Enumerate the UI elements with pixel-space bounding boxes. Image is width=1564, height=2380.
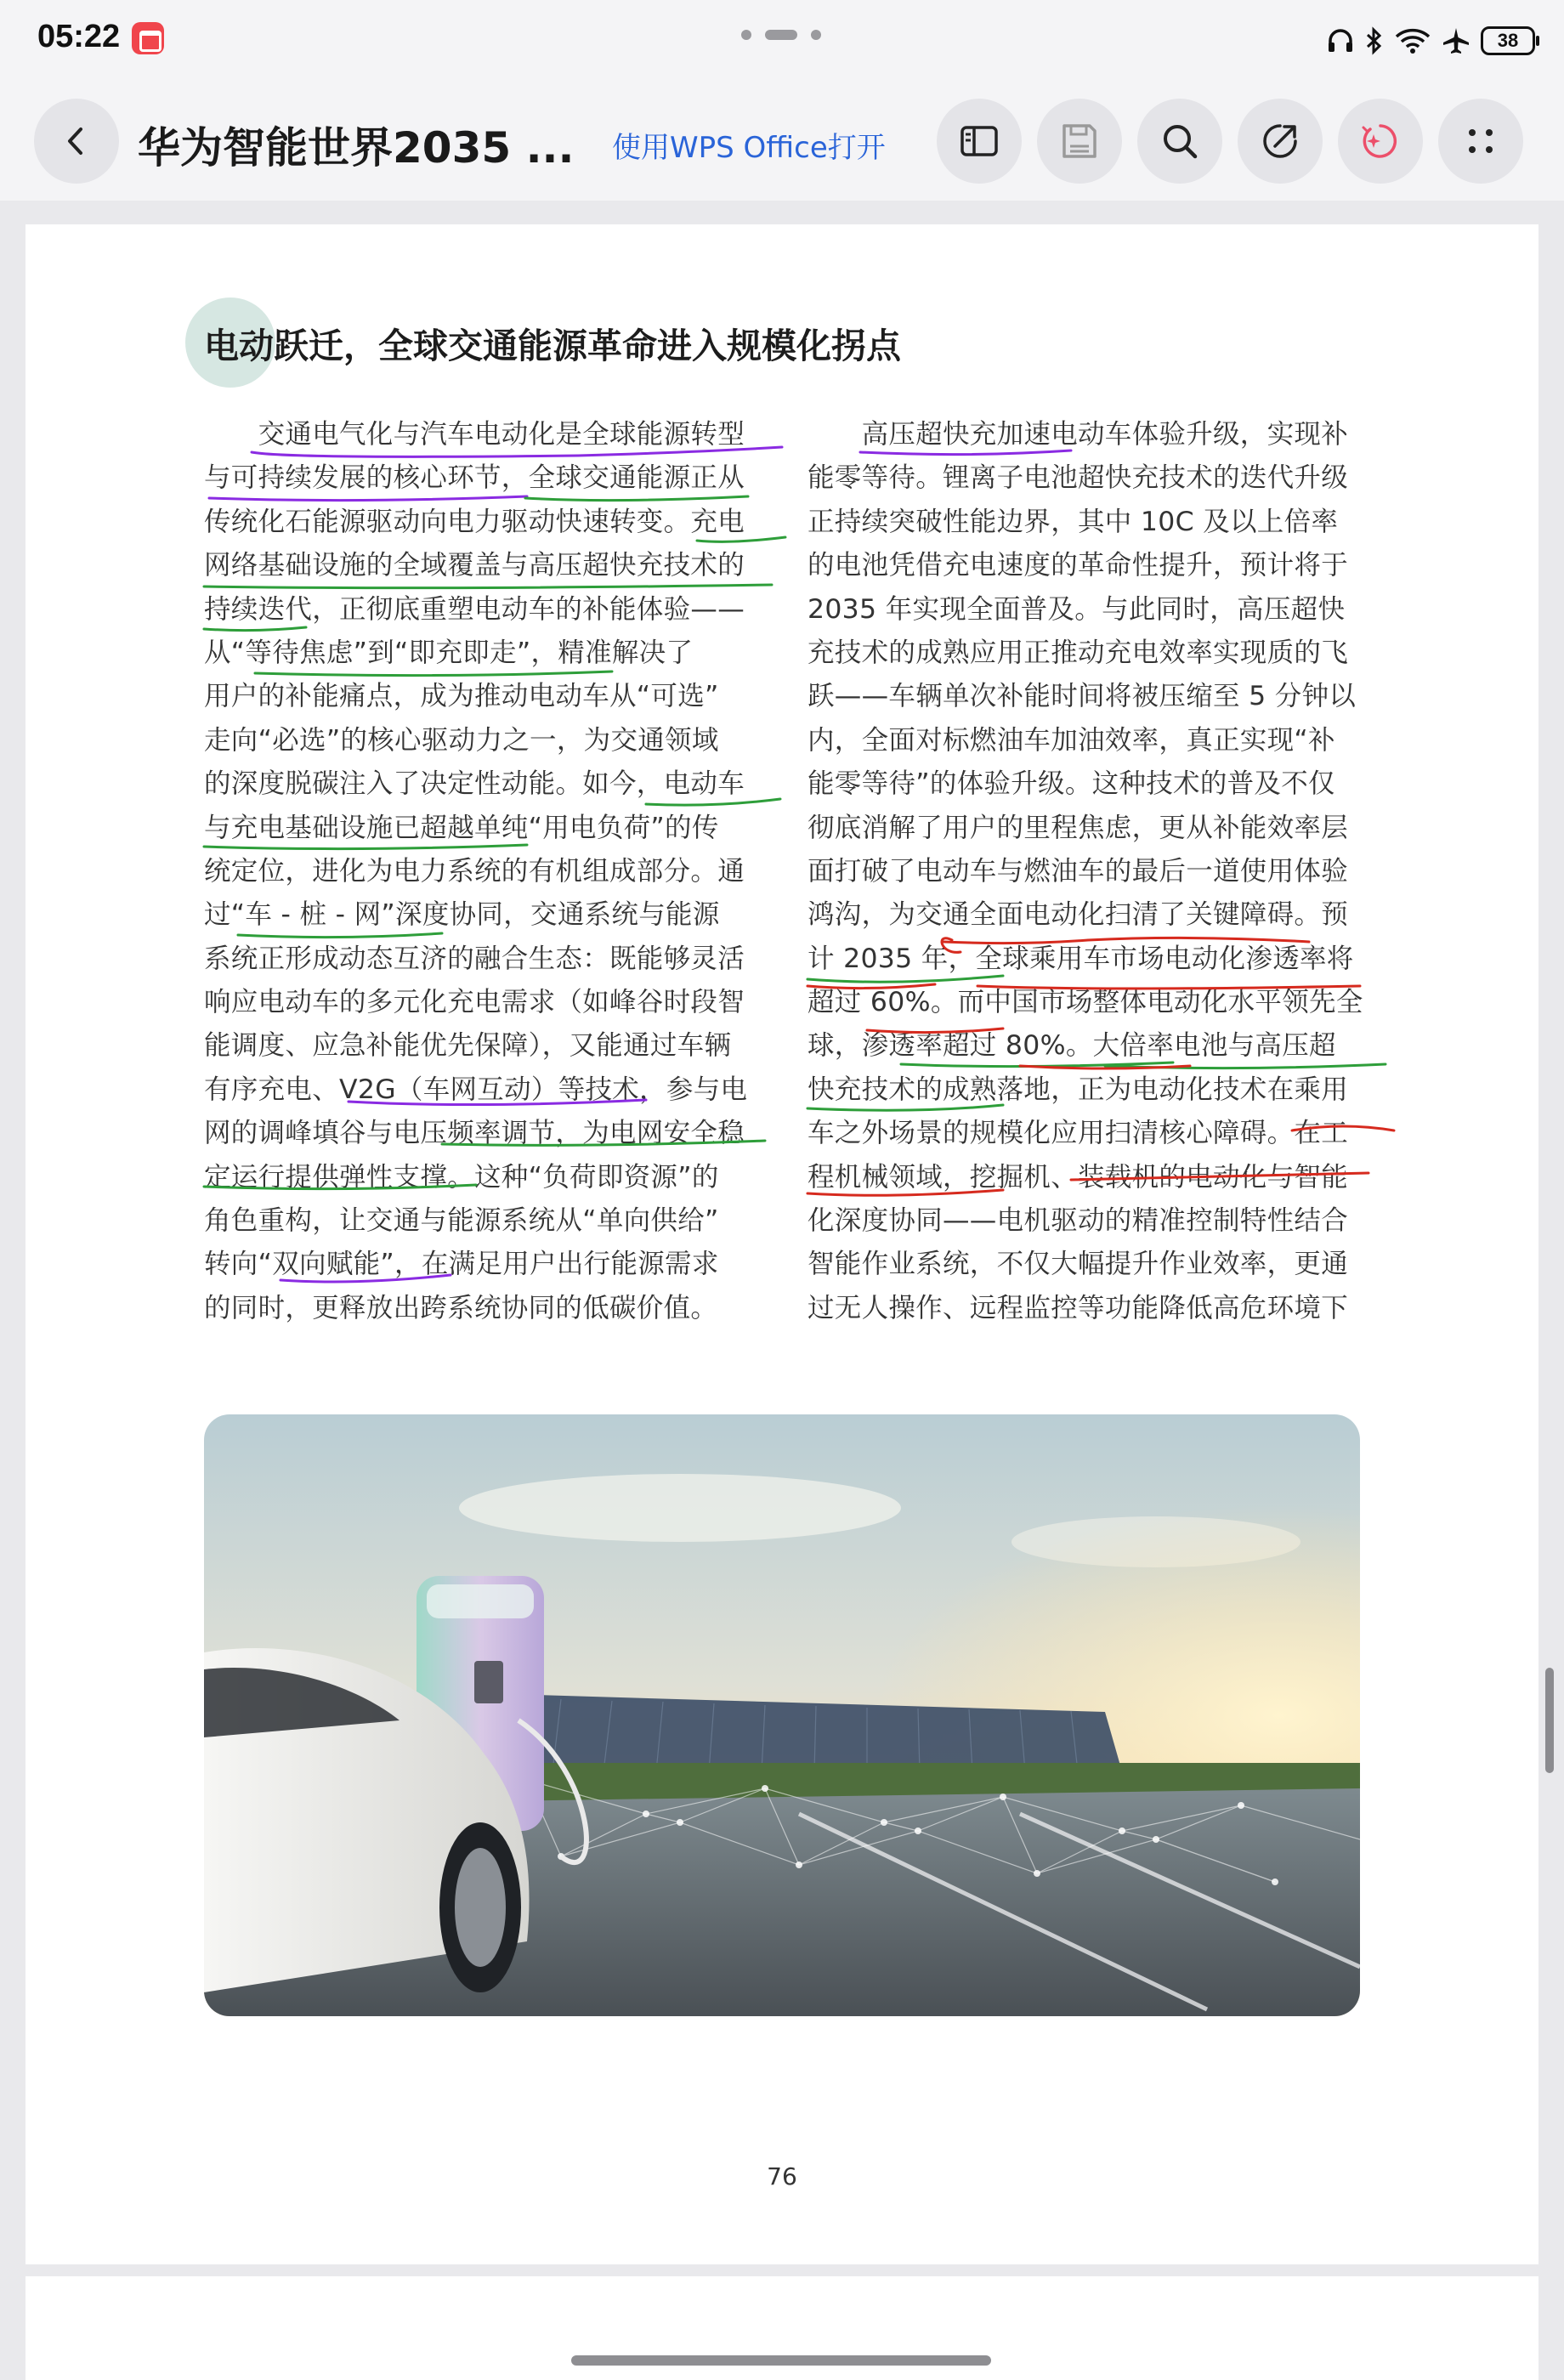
share-icon: [1256, 117, 1304, 165]
search-icon: [1156, 117, 1204, 165]
text-line: 正持续突破性能边界，其中 10C 及以上倍率: [808, 506, 1339, 537]
text-line: 响应电动车的多元化充电需求（如峰谷时段智: [204, 987, 745, 1018]
text-line: 面打破了电动车与燃油车的最后一道使用体验: [808, 855, 1349, 887]
more-icon: [1457, 117, 1504, 165]
section-heading: 电动跃迁，全球交通能源革命进入规模化拐点: [204, 326, 901, 366]
ev-charging-illustration: [204, 1414, 1360, 2016]
text-line: 持续迭代，正彻底重塑电动车的补能体验——: [204, 593, 745, 625]
text-line: 能零等待”的体验升级。这种技术的普及不仅: [808, 768, 1335, 800]
vertical-scrollbar[interactable]: [1545, 1668, 1554, 1773]
text-line: 能零等待。锂离子电池超快充技术的迭代升级: [808, 462, 1349, 494]
text-line: 网络基础设施的全域覆盖与高压超快充技术的: [204, 550, 745, 581]
text-line: 与可持续发展的核心环节，全球交通能源正从: [204, 462, 745, 494]
text-line: 与充电基础设施已超越单纯“用电负荷”的传: [204, 812, 719, 843]
text-line: 网的调峰填谷与电压频率调节，为电网安全稳: [204, 1118, 745, 1149]
right-text-column: [808, 413, 1363, 1330]
share-button[interactable]: [1238, 99, 1323, 184]
battery-icon: 38: [1481, 26, 1535, 55]
text-line: 系统正形成动态互济的融合生态：既能够灵活: [204, 943, 745, 974]
text-line: 鸿沟，为交通全面电动化扫清了关键障碍。预: [808, 899, 1349, 931]
sidebar-toggle-button[interactable]: [937, 99, 1022, 184]
sidebar-icon: [955, 117, 1003, 165]
search-button[interactable]: [1137, 99, 1222, 184]
text-line: 走向“必选”的核心驱动力之一，为交通领域: [204, 724, 719, 756]
airplane-icon: [1442, 26, 1470, 55]
text-line: 化深度协同——电机驱动的精准控制特性结合: [808, 1205, 1349, 1237]
text-line: 能调度、应急补能优先保障），又能通过车辆: [204, 1030, 732, 1062]
text-line: 从“等待焦虑”到“即充即走”，精准解决了: [204, 637, 694, 668]
text-line: 计 2035 年，全球乘用车市场电动化渗透率将: [808, 943, 1354, 974]
left-text-column: [204, 413, 756, 1330]
text-line: 2035 年实现全面普及。与此同时，高压超快: [808, 593, 1346, 625]
text-line: 智能作业系统，不仅大幅提升作业效率，更通: [808, 1249, 1349, 1280]
multitask-dots[interactable]: [741, 27, 826, 42]
text-line: 球，渗透率超过 80%。大倍率电池与高压超: [808, 1030, 1336, 1062]
home-indicator[interactable]: [571, 2355, 991, 2366]
text-line: 转向“双向赋能”，在满足用户出行能源需求: [204, 1249, 719, 1280]
text-line: 统定位，进化为电力系统的有机组成部分。通: [204, 855, 745, 887]
text-line: 程机械领域，挖掘机、装载机的电动化与智能: [808, 1161, 1349, 1193]
bluetooth-icon: [1365, 26, 1384, 55]
save-icon: [1056, 117, 1103, 165]
text-line: 快充技术的成熟落地，正为电动化技术在乘用: [808, 1074, 1349, 1105]
text-line: 的深度脱碳注入了决定性动能。如今，电动车: [204, 768, 745, 800]
text-line: 用户的补能痛点，成为推动电动车从“可选”: [204, 681, 719, 712]
text-line: 内，全面对标燃油车加油效率，真正实现“补: [808, 724, 1335, 756]
status-icons: [1326, 22, 1535, 60]
text-line: 的同时，更释放出跨系统协同的低碳价值。: [204, 1292, 718, 1323]
text-line: 传统化石能源驱动向电力驱动快速转变。充电: [204, 506, 745, 537]
headphones-icon: [1326, 26, 1355, 55]
page-number: 76: [767, 2162, 797, 2190]
back-button[interactable]: [34, 99, 119, 184]
text-line: 定运行提供弹性支撑。这种“负荷即资源”的: [204, 1161, 719, 1193]
text-line: 角色重构，让交通与能源系统从“单向供给”: [204, 1205, 719, 1237]
open-with-wps-link[interactable]: 使用WPS Office打开: [612, 131, 886, 165]
text-line: 的电池凭借充电速度的革命性提升，预计将于: [808, 550, 1349, 581]
text-line: 过无人操作、远程监控等功能降低高危环境下: [808, 1292, 1349, 1323]
text-line: 过“车 - 桩 - 网”深度协同，交通系统与能源: [204, 899, 720, 931]
gallery-app-icon: [132, 22, 164, 54]
back-icon: [60, 124, 94, 158]
text-line: 车之外场景的规模化应用扫清核心障碍。在工: [808, 1118, 1349, 1149]
text-line: 彻底消解了用户的里程焦虑，更从补能效率层: [808, 812, 1349, 843]
text-line: 充技术的成熟应用正推动充电效率实现质的飞: [808, 637, 1349, 668]
text-line: 高压超快充加速电动车体验升级，实现补: [808, 419, 1349, 450]
text-line: 跃——车辆单次补能时间将被压缩至 5 分钟以: [808, 681, 1357, 712]
document-title: 华为智能世界2035 ...: [138, 123, 575, 173]
ai-assistant-icon: [1357, 117, 1404, 165]
status-time: 05:22: [37, 19, 121, 54]
save-button[interactable]: [1037, 99, 1122, 184]
text-line: 有序充电、V2G（车网互动）等技术，参与电: [204, 1074, 748, 1105]
text-line: 超过 60%。而中国市场整体电动化水平领先全: [808, 987, 1363, 1018]
app-toolbar: [0, 82, 1564, 201]
more-options-button[interactable]: [1438, 99, 1523, 184]
wifi-icon: [1394, 26, 1431, 55]
status-bar: [0, 0, 1564, 82]
ev-charging-photo: [204, 1414, 1360, 2016]
ai-assistant-button[interactable]: [1338, 99, 1423, 184]
text-line: 交通电气化与汽车电动化是全球能源转型: [204, 419, 745, 450]
